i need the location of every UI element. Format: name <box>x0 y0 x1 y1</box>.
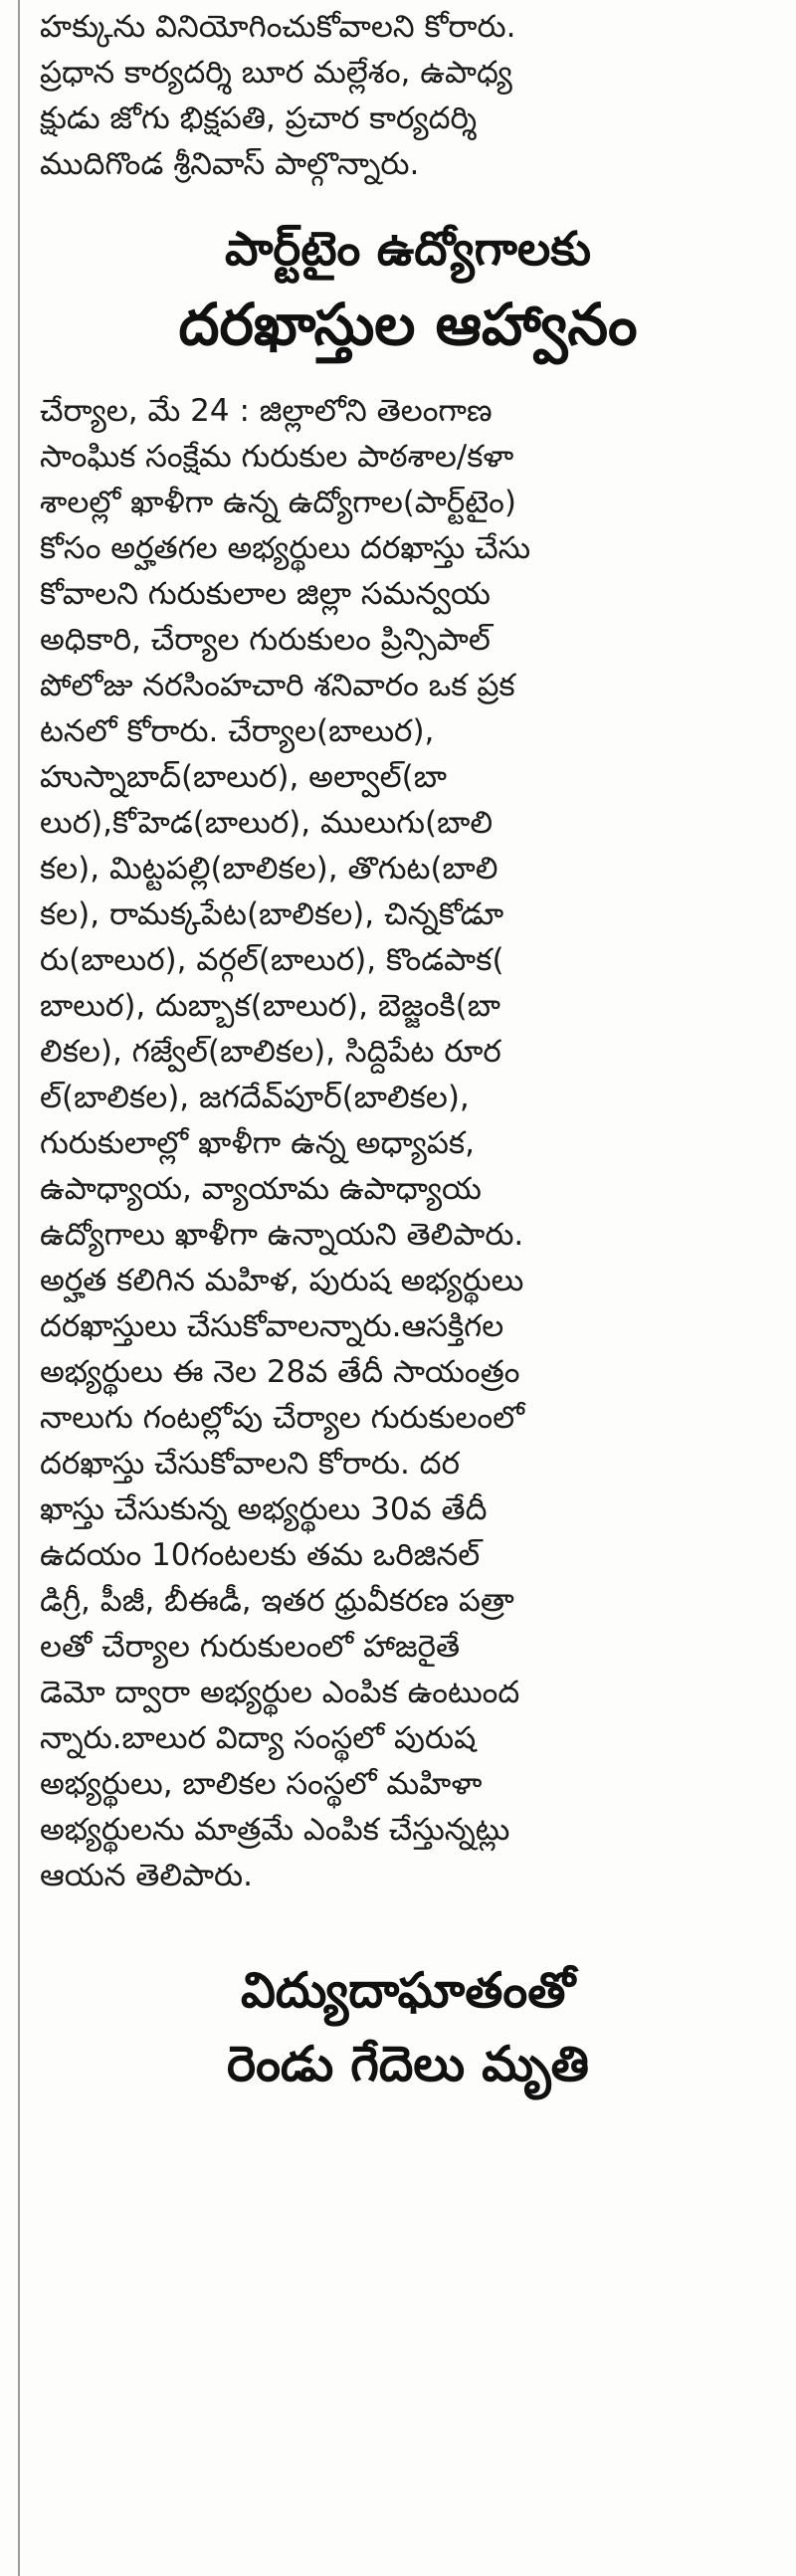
text-line: అభ్యర్థులు, బాలికల సంస్థలో మహిళా <box>40 1766 483 1802</box>
text-line: హుస్నాబాద్(బాలుర), అల్వాల్(బా <box>40 759 447 795</box>
text-line: ల్(బాలికల), జగదేవ్‌పూర్(బాలికల), <box>40 1080 470 1115</box>
text-line: సాంఘిక సంక్షేమ గురుకుల పాఠశాల/కళా <box>40 439 514 475</box>
text-line: టనలో కోరారు. చేర్యాల(బాలుర), <box>40 713 435 749</box>
text-line: ప్రధాన కార్యదర్శి బూర మల్లేశం, ఉపాధ్య <box>40 55 512 91</box>
text-line: కోవాలని గురుకులాల జిల్లా సమన్వయ <box>40 576 491 612</box>
text-line: అధికారి, చేర్యాల గురుకులం ప్రిన్సిపాల్ <box>40 622 491 658</box>
text-line: శాలల్లో ఖాళీగా ఉన్న ఉద్యోగాల(పార్ట్‌టైం) <box>40 485 516 520</box>
text-line: ఉపాధ్యాయ, వ్యాయామ ఉపాధ్యాయ <box>40 1171 482 1207</box>
text-line: రు(బాలుర), వర్గల్(బాలుర), కొండపాక( <box>40 942 504 978</box>
headline-line-1: పార్ట్‌టైం ఉద్యోగాలకు <box>224 222 592 277</box>
text-line: ఉద్యోగాలు ఖాళీగా ఉన్నాయని తెలిపారు. <box>40 1217 524 1253</box>
text-line: దరఖాస్తులు చేసుకోవాలన్నారు.ఆసక్తిగల <box>40 1308 504 1344</box>
text-line: హక్కును వినియోగించుకోవాలని కోరారు. <box>40 9 516 45</box>
text-line: ముదిగొండ శ్రీనివాస్ పాల్గొన్నారు. <box>40 146 420 182</box>
text-line: అభ్యర్థులను మాత్రమే ఎంపిక చేస్తున్నట్లు <box>40 1812 510 1848</box>
article-part-time-jobs <box>40 217 776 1898</box>
next-headline-line-2: రెండు గేదెలు మృతి <box>227 2036 589 2092</box>
text-line: ఉదయం 10గంటలకు తమ ఒరిజినల్ <box>40 1537 481 1573</box>
text-line: నాలుగు గంటల్లోపు చేర్యాల గురుకులంలో <box>40 1400 525 1436</box>
text-line: న్నారు.బాలుర విద్యా సంస్థలో పురుష <box>40 1720 477 1756</box>
text-line: డిగ్రీ, పీజీ, బీఈడీ, ఇతర ధ్రువీకరణ పత్రా <box>40 1583 514 1619</box>
text-line: పోలోజు నరసింహచారి శనివారం ఒక ప్రక <box>40 668 515 703</box>
text-line: బాలుర), దుబ్బాక(బాలుర), బెజ్జంకి(బా <box>40 988 500 1024</box>
column-divider <box>18 0 20 2576</box>
previous-article-tail <box>40 4 776 187</box>
text-line: కోసం అర్హతగల అభ్యర్థులు దరఖాస్తు చేసు <box>40 530 531 566</box>
text-line: చేర్యాల, మే 24 : జిల్లాలోని తెలంగాణ <box>40 393 493 429</box>
text-line: క్షుడు జోగు భిక్షపతి, ప్రచార కార్యదర్శి <box>40 100 478 136</box>
text-line: డెమో ద్వారా అభ్యర్థుల ఎంపిక ఉంటుంద <box>40 1675 520 1710</box>
next-headline-line-1: విద్యుదాఘాతంతో <box>240 1962 576 2019</box>
text-line: లతో చేర్యాల గురుకులంలో హాజరైతే <box>40 1629 461 1665</box>
article-body <box>40 388 776 1898</box>
text-line: కల), మిట్టపల్లి(బాలికల), తొగుట(బాలి <box>40 851 498 887</box>
headline-line-2: దరఖాస్తుల ఆహ్వానం <box>178 291 638 358</box>
text-line: లికల), గజ్వేల్(బాలికల), సిద్దిపేట రూర <box>40 1034 501 1070</box>
text-line: ఖాస్తు చేసుకున్న అభ్యర్థులు 30వ తేదీ <box>40 1491 488 1527</box>
text-line: లుర),కోహెడ(బాలుర), ములుగు(బాలి <box>40 805 494 841</box>
article-electrocution <box>40 1954 776 2101</box>
text-line: అర్హత కలిగిన మహిళ, పురుష అభ్యర్థులు <box>40 1263 524 1298</box>
text-line: గురుకులాల్లో ఖాళీగా ఉన్న అధ్యాపక, <box>40 1125 475 1161</box>
text-line: దరఖాస్తు చేసుకోవాలని కోరారు. దర <box>40 1446 460 1482</box>
text-line: ఆయన తెలిపారు. <box>40 1858 253 1893</box>
text-line: అభ్యర్థులు ఈ నెల 28వ తేదీ సాయంత్రం <box>40 1354 520 1390</box>
news-column <box>40 0 776 2101</box>
text-line: కల), రామక్కపేట(బాలికల), చిన్నకోడూ <box>40 896 504 932</box>
